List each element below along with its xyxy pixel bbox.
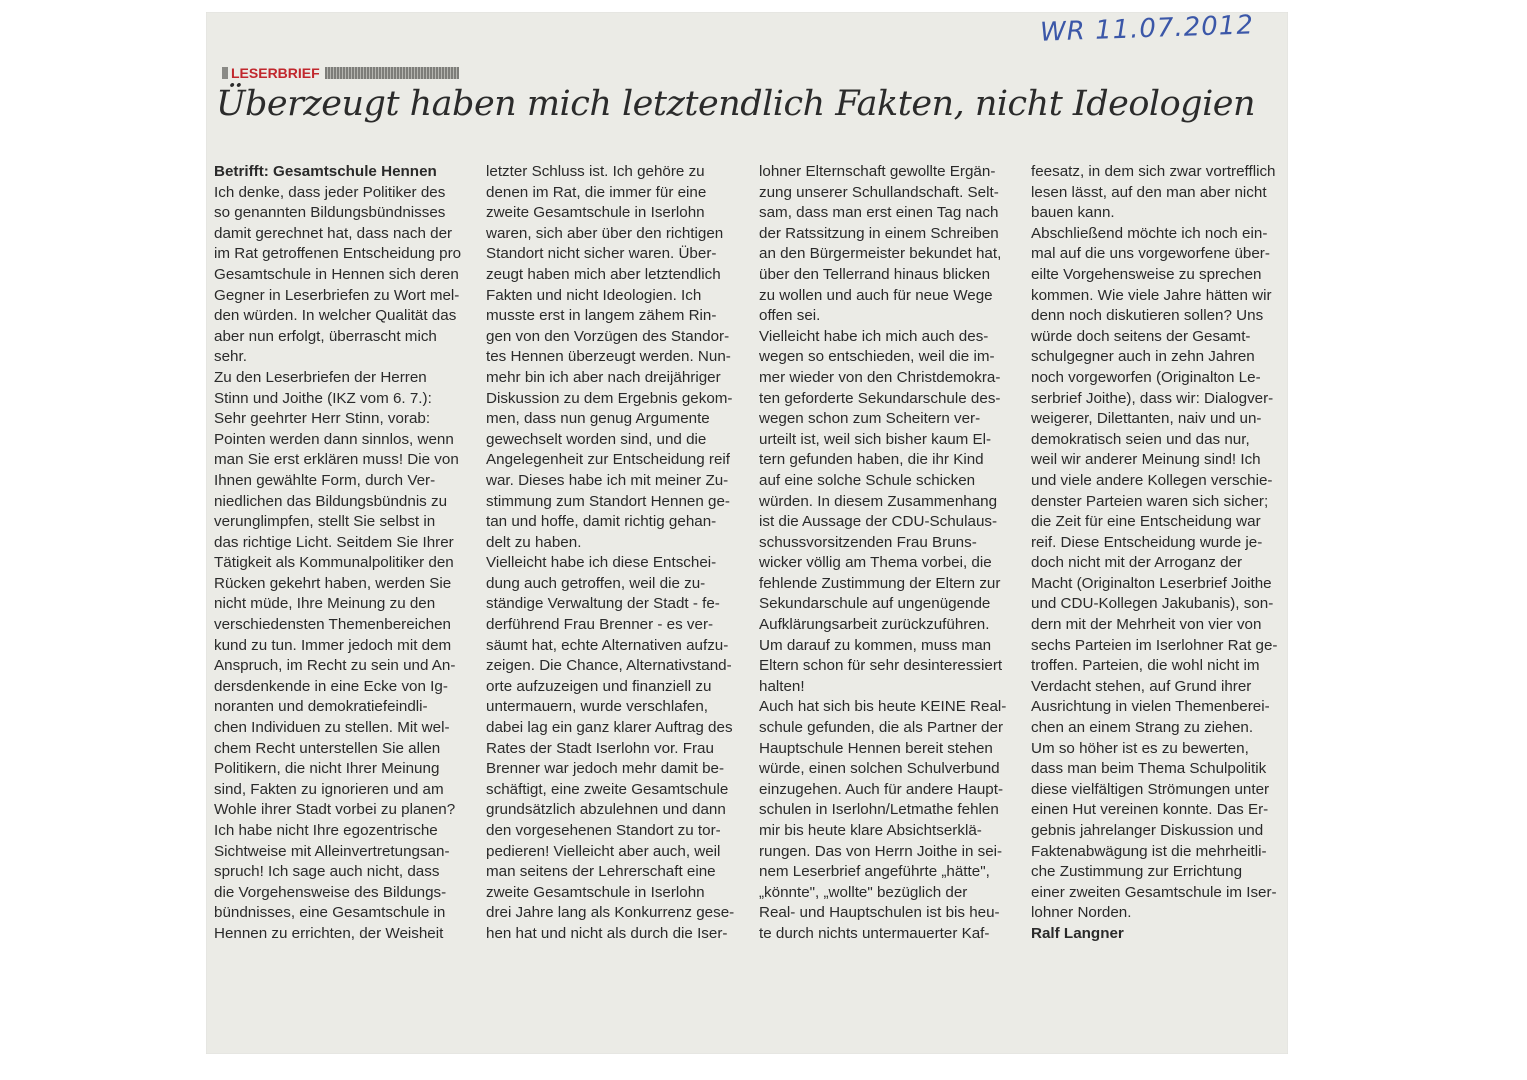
text-line: che Zustimmung zur Errichtung <box>1031 863 1243 881</box>
text-line: lohner Norden. <box>1031 904 1132 922</box>
text-line: weigerer, Dilettanten, naiv und un- <box>1031 410 1262 428</box>
text-line: chem Recht unterstellen Sie allen <box>214 739 441 757</box>
text-line: chen Individuen zu stellen. Mit wel- <box>214 719 450 737</box>
text-line: gen von den Vorzügen des Standor- <box>486 327 730 345</box>
text-line: Stinn und Joithe (IKZ vom 6. 7.): <box>214 389 432 407</box>
text-line: war. Dieses habe ich mit meiner Zu- <box>486 471 729 489</box>
text-line: würden. In diesem Zusammenhang <box>759 492 998 510</box>
article-column-3 <box>759 162 1011 945</box>
text-line: urteilt ist, weil sich bisher kaum El- <box>759 430 992 448</box>
kicker-bar-left <box>222 67 228 79</box>
text-line: offen sei. <box>759 307 821 325</box>
text-line: der Ratssitzung in einem Schreiben <box>759 224 999 242</box>
text-line: men, dass nun genug Argumente <box>486 410 710 428</box>
text-line: Hauptschule Hennen bereit stehen <box>759 739 993 757</box>
text-line: fehlende Zustimmung der Eltern zur <box>759 574 1001 592</box>
text-line: sam, dass man erst einen Tag nach <box>759 204 999 222</box>
text-line: schulgegner auch in zehn Jahren <box>1031 348 1255 366</box>
text-line: verunglimpfen, stellt Sie selbst in <box>214 513 436 531</box>
text-line: Abschließend möchte ich noch ein- <box>1031 224 1268 242</box>
text-line: dung auch getroffen, weil die zu- <box>486 574 706 592</box>
text-line: man Sie erst erklären muss! Die von <box>214 451 459 469</box>
text-line: Gesamtschule in Hennen sich deren <box>214 265 459 283</box>
text-line: Politikern, die nicht Ihrer Meinung <box>214 760 440 778</box>
text-line: hen hat und nicht als durch die Iser- <box>486 924 728 942</box>
text-line: kommen. Wie viele Jahre hätten wir <box>1031 286 1272 304</box>
text-line: das richtige Licht. Seitdem Sie Ihrer <box>214 533 454 551</box>
text-line: zeigen. Die Chance, Alternativstand- <box>486 657 732 675</box>
text-line: nem Leserbrief angeführte „hätte", <box>759 863 990 881</box>
text-line: lohner Elternschaft gewollte Ergän- <box>759 163 996 180</box>
text-line: dass man beim Thema Schulpolitik <box>1031 760 1267 778</box>
text-line: im Rat getroffenen Entscheidung pro <box>214 245 462 263</box>
text-line: chen an einem Strang zu ziehen. <box>1031 719 1254 737</box>
text-line: verschiedensten Themenbereichen <box>214 616 451 634</box>
text-line: spruch! Ich sage auch nicht, dass <box>214 863 440 881</box>
section-kicker <box>222 66 459 80</box>
text-line: Zu den Leserbriefen der Herren <box>214 368 427 386</box>
text-line: Aufklärungsarbeit zurückzuführen. <box>759 616 990 634</box>
text-line: so genannten Bildungsbündnisses <box>214 204 446 222</box>
text-line: dersdenkende in eine Ecke von Ig- <box>214 677 448 695</box>
text-line: Diskussion zu dem Ergebnis gekom- <box>486 389 733 407</box>
text-line: denen im Rat, die immer für eine <box>486 183 707 201</box>
text-line: mehr bin ich aber nach dreijähriger <box>486 368 721 386</box>
text-line: den vorgesehenen Standort zu tor- <box>486 822 721 839</box>
text-line: säumt hat, echte Alternativen aufzu- <box>486 636 729 654</box>
text-line: feesatz, in dem sich zwar vortrefflich <box>1031 163 1276 180</box>
text-line: damit gerechnet hat, dass nach der <box>214 224 453 242</box>
text-line: Fakten und nicht Ideologien. Ich <box>486 286 702 304</box>
text-line: musste erst in langem zähem Rin- <box>486 307 717 325</box>
text-line: Pointen werden dann sinnlos, wenn <box>214 430 454 448</box>
text-line: Standort nicht sicher waren. Über- <box>486 245 717 263</box>
text-line: diese vielfältigen Strömungen unter <box>1031 780 1270 798</box>
text-line: Anspruch, im Recht zu sein und An- <box>214 657 456 675</box>
text-line: noch vorgeworfen (Originalton Le- <box>1031 368 1261 386</box>
text-line: wegen schon zum Scheitern ver- <box>759 410 981 428</box>
text-line: mer wieder von den Christdemokra- <box>759 368 1001 386</box>
text-line: troffen. Parteien, die wohl nicht im <box>1031 657 1260 675</box>
text-line: waren, sich aber über den richtigen <box>486 224 724 242</box>
article-column-1 <box>214 162 466 945</box>
text-line: serbrief Joithe), dass wir: Dialogver- <box>1031 389 1274 407</box>
text-line: Faktenabwägung ist die mehrheitli- <box>1031 842 1267 860</box>
text-line: noranten und demokratiefeindli- <box>214 698 428 716</box>
text-line: zu wollen und auch für neue Wege <box>759 286 993 304</box>
text-line: mir bis heute klare Absichtserklä- <box>759 822 982 839</box>
text-line: rungen. Das von Herrn Joithe in sei- <box>759 842 1003 860</box>
text-line: Eltern schon für sehr desinteressiert <box>759 657 1003 675</box>
text-line: kund zu tun. Immer jedoch mit dem <box>214 636 452 654</box>
text-line: wicker völlig am Thema vorbei, die <box>759 554 992 572</box>
text-line: einer zweiten Gesamtschule im Iser- <box>1031 883 1277 901</box>
text-line: gebnis jahrelanger Diskussion und <box>1031 822 1264 839</box>
text-line: Sekundarschule auf ungenügende <box>759 595 991 613</box>
text-line: einzugehen. Auch für andere Haupt- <box>759 780 1004 798</box>
text-line: Vielleicht habe ich mich auch des- <box>759 327 989 345</box>
text-line: ist die Aussage der CDU-Schulaus- <box>759 513 998 531</box>
text-line: Ich denke, dass jeder Politiker des <box>214 183 446 201</box>
article-headline: Überzeugt haben mich letztendlich Fakten, nicht Ideologien <box>216 84 1256 124</box>
text-line: die Zeit für eine Entscheidung war <box>1031 513 1261 531</box>
text-line: Real- und Hauptschulen ist bis heu- <box>759 904 1000 922</box>
text-line: über den Tellerrand hinaus blicken <box>759 265 991 283</box>
text-line: würde doch seitens der Gesamt- <box>1031 327 1251 345</box>
text-line: nicht müde, Ihre Meinung zu den <box>214 595 436 613</box>
text-line: auf eine solche Schule schicken <box>759 471 976 489</box>
text-line: zeugt haben mich aber letztendlich <box>486 265 721 283</box>
text-line: würde, einen solchen Schulverbund <box>759 760 1000 778</box>
text-line: Um darauf zu kommen, muss man <box>759 636 992 654</box>
text-line: Wohle ihrer Stadt vorbei zu planen? <box>214 801 456 819</box>
text-line: schäftigt, eine zweite Gesamtschule <box>486 780 729 798</box>
text-line: schule gefunden, die als Partner der <box>759 719 1004 737</box>
text-line: pedieren! Vielleicht aber auch, weil <box>486 842 721 860</box>
text-line: Ausrichtung in vielen Themenberei- <box>1031 698 1270 716</box>
text-line: an den Bürgermeister bekundet hat, <box>759 245 1002 263</box>
text-line: tan und hoffe, damit richtig gehan- <box>486 513 717 531</box>
text-line: aber nun erfolgt, überrascht mich <box>214 327 437 345</box>
text-line: te durch nichts untermauerter Kaf- <box>759 924 990 942</box>
text-line: sehr. <box>214 348 247 366</box>
text-line: tes Hennen überzeugt werden. Nun- <box>486 348 731 366</box>
text-line: Um so höher ist es zu bewerten, <box>1031 739 1249 757</box>
text-line: Auch hat sich bis heute KEINE Real- <box>759 698 1007 716</box>
text-line: Tätigkeit als Kommunalpolitiker den <box>214 554 454 572</box>
text-line: bündnisses, eine Gesamtschule in <box>214 904 446 922</box>
text-line: man seitens der Lehrerschaft eine <box>486 863 716 881</box>
text-line: einen Hut vereinen konnte. Das Er- <box>1031 801 1269 819</box>
text-line: wegen so entschieden, weil die im- <box>759 348 995 366</box>
text-line: eilte Vorgehensweise zu sprechen <box>1031 265 1262 283</box>
text-line: untermauern, wurde verschlafen, <box>486 698 709 716</box>
text-line: schulen in Iserlohn/Letmathe fehlen <box>759 801 999 819</box>
text-line: dabei lag ein ganz klarer Auftrag des <box>486 719 733 737</box>
text-line: sind, Fakten zu ignorieren und am <box>214 780 444 798</box>
text-line: ständige Verwaltung der Stadt - fe- <box>486 595 720 613</box>
text-line: zweite Gesamtschule in Iserlohn <box>486 204 705 222</box>
text-line: Ihnen gewählte Form, durch Ver- <box>214 471 436 489</box>
text-line: niedlichen das Bildungsbündnis zu <box>214 492 448 510</box>
text-line: Hennen zu errichten, der Weisheit <box>214 924 444 942</box>
author-signature: Ralf Langner <box>1031 924 1124 942</box>
text-line: demokratisch seien und das nur, <box>1031 430 1250 448</box>
text-line: gewechselt worden sind, und die <box>486 430 707 448</box>
text-line: Sichtweise mit Alleinvertretungsan- <box>214 842 450 860</box>
text-line: Macht (Originalton Leserbrief Joithe <box>1031 574 1272 592</box>
text-line: orte aufzuzeigen und finanziell zu <box>486 677 712 695</box>
text-line: den würden. In welcher Qualität das <box>214 307 457 325</box>
text-line: stimmung zum Standort Hennen ge- <box>486 492 730 510</box>
text-line: Verdacht stehen, auf Grund ihrer <box>1031 677 1252 695</box>
text-line: weil wir anderer Meinung sind! Ich <box>1031 451 1261 469</box>
text-line: und viele andere Kollegen verschie- <box>1031 471 1273 489</box>
text-line: Ich habe nicht Ihre egozentrische <box>214 822 438 839</box>
text-line: dern mit der Mehrheit von vier von <box>1031 616 1262 634</box>
handwritten-date-stamp: WR 11.07.2012 <box>1039 10 1255 48</box>
article-column-4 <box>1031 162 1283 945</box>
text-line: zweite Gesamtschule in Iserlohn <box>486 883 705 901</box>
text-line: Brenner war jedoch mehr damit be- <box>486 760 725 778</box>
kicker-label: LESERBRIEF <box>231 65 320 81</box>
text-line: die Vorgehensweise des Bildungs- <box>214 883 447 901</box>
text-line: ten geforderte Sekundarschule des- <box>759 389 1001 407</box>
text-line: und CDU-Kollegen Jakubanis), son- <box>1031 595 1274 613</box>
text-line: delt zu haben. <box>486 533 582 551</box>
text-line: „könnte", „wollte" bezüglich der <box>759 883 968 901</box>
text-line: letzter Schluss ist. Ich gehöre zu <box>486 163 705 180</box>
text-line: doch nicht mit der Arroganz der <box>1031 554 1243 572</box>
subject-line: Betrifft: Gesamtschule Hennen <box>214 163 437 180</box>
article-column-2 <box>486 162 738 945</box>
text-line: Sehr geehrter Herr Stinn, vorab: <box>214 410 431 428</box>
text-line: mal auf die uns vorgeworfene über- <box>1031 245 1270 263</box>
text-line: derführend Frau Brenner - es ver- <box>486 616 714 634</box>
text-line: bauen kann. <box>1031 204 1115 222</box>
text-line: tern gefunden haben, die ihr Kind <box>759 451 984 469</box>
kicker-bar-right <box>325 67 459 79</box>
text-line: Gegner in Leserbriefen zu Wort mel- <box>214 286 460 304</box>
text-line: Vielleicht habe ich diese Entschei- <box>486 554 717 572</box>
text-line: halten! <box>759 677 805 695</box>
text-line: sechs Parteien im Iserlohner Rat ge- <box>1031 636 1278 654</box>
text-line: denster Parteien waren sich sicher; <box>1031 492 1269 510</box>
text-line: Rates der Stadt Iserlohn vor. Frau <box>486 739 714 757</box>
text-line: drei Jahre lang als Konkurrenz gese- <box>486 904 735 922</box>
text-line: Rücken gekehrt haben, werden Sie <box>214 574 452 592</box>
text-line: reif. Diese Entscheidung wurde je- <box>1031 533 1263 551</box>
text-line: denn noch diskutieren sollen? Uns <box>1031 307 1264 325</box>
text-line: lesen lässt, auf den man aber nicht <box>1031 183 1267 201</box>
text-line: zung unserer Schullandschaft. Selt- <box>759 183 999 201</box>
text-line: schussvorsitzenden Frau Bruns- <box>759 533 977 551</box>
text-line: Angelegenheit zur Entscheidung reif <box>486 451 731 469</box>
text-line: grundsätzlich abzulehnen und dann <box>486 801 726 819</box>
